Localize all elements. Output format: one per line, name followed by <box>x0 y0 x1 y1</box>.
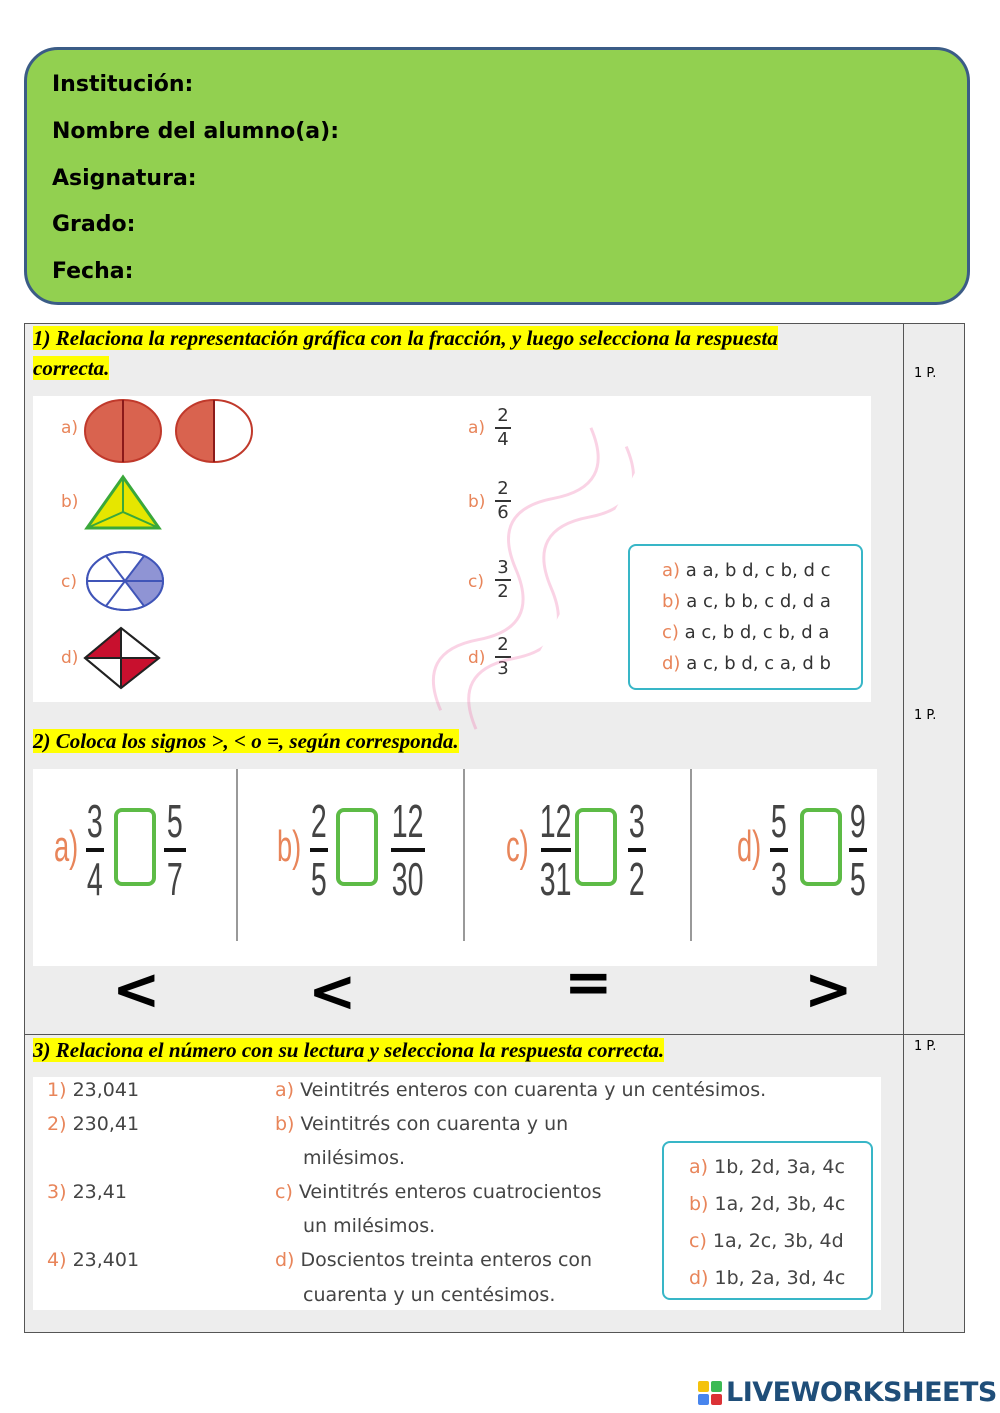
q2-item-c-fraction-1: 12 31 <box>539 795 572 905</box>
q3-number-4: 4) 23,401 <box>47 1249 140 1271</box>
q1-option-c[interactable]: c) a c, b d, c b, d a <box>662 622 830 643</box>
shape-c-figure <box>83 549 167 613</box>
q2-item-a-label: a) <box>54 822 79 871</box>
q3-reading-c: c) Veintitrés enteros cuatrocientos <box>275 1181 602 1203</box>
q1-answer-box <box>628 544 863 690</box>
q2-title: 2) Coloca los signos >, < o =, según corresponda. <box>33 729 459 753</box>
q2-separator <box>463 769 465 941</box>
q2-separator <box>690 769 692 941</box>
q1-option-d[interactable]: d) a c, b d, c a, d b <box>662 653 831 674</box>
q3-number-1: 1) 23,041 <box>47 1079 140 1101</box>
shape-label-a: a) <box>61 418 79 438</box>
q2-item-a-fraction-1: 3 4 <box>86 795 103 905</box>
fraction-d: 2 3 <box>495 635 511 679</box>
q3-answer-box <box>662 1141 873 1300</box>
q3-number-3: 3) 23,41 <box>47 1181 127 1203</box>
subject-label: Asignatura: <box>52 166 197 191</box>
q3-reading-b: b) Veintitrés con cuarenta y un <box>275 1113 569 1135</box>
liveworksheets-logo <box>698 1377 997 1408</box>
q3-title: 3) Relaciona el número con su lectura y selecciona la respuesta correcta. <box>33 1038 665 1062</box>
q2-item-a-answer-box[interactable] <box>114 808 156 886</box>
q2-item-b-answer-box[interactable] <box>336 808 378 886</box>
logo-icon <box>698 1381 722 1405</box>
q2-item-d-answer-box[interactable] <box>800 808 842 886</box>
q1-panel <box>33 396 871 702</box>
points-q3: 1 P. <box>914 1039 937 1054</box>
shape-a-figure <box>83 398 258 464</box>
fraction-label-a: a) <box>468 418 486 438</box>
header-card <box>24 47 970 305</box>
grade-label: Grado: <box>52 212 136 237</box>
student-name-label: Nombre del alumno(a): <box>52 119 339 144</box>
points-column-divider <box>903 323 904 1333</box>
q2-item-c-answer-box[interactable] <box>575 808 617 886</box>
fraction-label-b: b) <box>468 492 486 512</box>
q2-sign-b: < <box>308 957 357 1025</box>
q2-item-c-fraction-2: 3 2 <box>628 795 645 905</box>
watermark-graphic <box>383 391 658 753</box>
shape-label-d: d) <box>61 648 79 668</box>
shape-label-c: c) <box>61 572 77 592</box>
q3-option-b[interactable]: b) 1a, 2d, 3b, 4c <box>689 1193 846 1215</box>
q2-item-c-label: c) <box>506 822 529 871</box>
fraction-b: 2 6 <box>495 479 511 523</box>
q3-option-c[interactable]: c) 1a, 2c, 3b, 4d <box>689 1230 844 1252</box>
q2-item-a-fraction-2: 5 7 <box>162 796 188 904</box>
q3-number-2: 2) 230,41 <box>47 1113 140 1135</box>
q2-item-d-label: d) <box>737 822 762 871</box>
q3-reading-b-line2: milésimos. <box>303 1147 406 1169</box>
q1-title: 1) Relaciona la representación gráfica con la fracción, y luego selecciona la respuesta correcta. <box>33 326 778 380</box>
fraction-label-d: d) <box>468 648 486 668</box>
q2-item-d-fraction-1: 5 3 <box>770 795 787 905</box>
fraction-a: 2 4 <box>495 406 511 450</box>
fraction-c: 3 2 <box>495 558 511 602</box>
q2-item-d-fraction-2: 9 5 <box>849 795 866 905</box>
shape-d-figure <box>83 626 163 690</box>
date-label: Fecha: <box>52 259 134 284</box>
q1-option-a[interactable]: a) a a, b d, c b, d c <box>662 560 831 581</box>
q2-item-b-fraction-2: 12 30 <box>391 795 424 905</box>
q3-reading-d-line2: cuarenta y un centésimos. <box>303 1284 556 1306</box>
points-q1: 1 P. <box>914 366 937 381</box>
q3-option-d[interactable]: d) 1b, 2a, 3d, 4c <box>689 1267 846 1289</box>
q3-reading-d: d) Doscientos treinta enteros con <box>275 1249 593 1271</box>
logo-text: LIVEWORKSHEETS <box>726 1377 997 1408</box>
points-q2: 1 P. <box>914 708 937 723</box>
q3-option-a[interactable]: a) 1b, 2d, 3a, 4c <box>689 1156 845 1178</box>
q2-separator <box>236 769 238 941</box>
institution-label: Institución: <box>52 72 194 97</box>
q2-sign-c: = <box>564 948 613 1016</box>
q3-reading-c-line2: un milésimos. <box>303 1215 436 1237</box>
shape-label-b: b) <box>61 492 79 512</box>
shape-b-figure <box>83 474 163 532</box>
q2-sign-a: < <box>112 955 161 1023</box>
q2-item-b-label: b) <box>277 822 302 871</box>
q2-sign-d: > <box>804 955 853 1023</box>
fraction-label-c: c) <box>468 572 484 592</box>
q3-reading-a: a) Veintitrés enteros con cuarenta y un centésimos. <box>275 1079 767 1101</box>
q2-item-b-fraction-1: 2 5 <box>310 795 327 905</box>
q1-option-b[interactable]: b) a c, b b, c d, d a <box>662 591 831 612</box>
